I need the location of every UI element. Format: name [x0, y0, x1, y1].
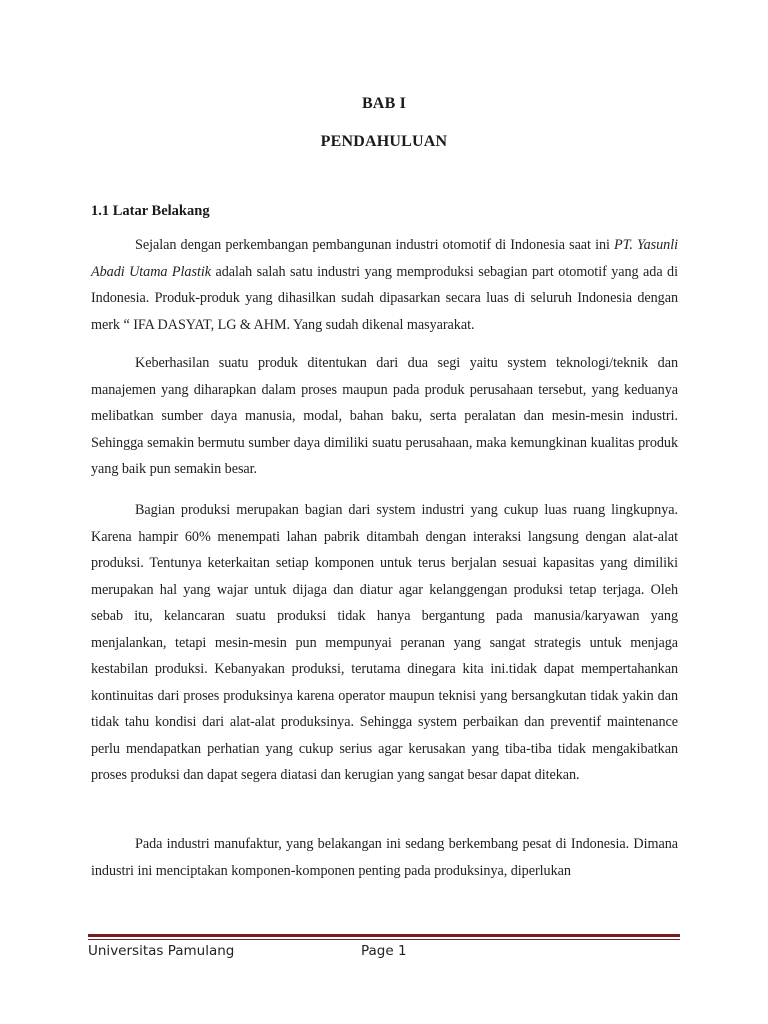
paragraph-1-text-a: Sejalan dengan perkembangan pembangunan industri otomotif di Indonesia saat ini — [135, 237, 615, 253]
footer-divider-thick — [88, 934, 680, 937]
paragraph-3-text: Bagian produksi merupakan bagian dari system industri yang cukup luas ruang lingkupnya. Karena hampir 60% menempati lahan pabrik ditambah dengan interaksi langsung dengan alat-alat produksi. Tentunya keterkaitan setiap komponen untuk terus berjalan sesuai kapasitas yang dimiliki merupakan hal yang wajar untuk dijaga dan diatur agar kelanggengan produksi tetap terjaga. Oleh sebab itu, kelancaran suatu produksi tidak hanya bergantung pada manusia/karyawan yang menjalankan, tetapi mesin-mesin pun mempunyai peranan yang sangat strategis untuk menjaga kestabilan produksi. Kebanyakan produksi, terutama dinegara kita ini.tidak dapat mempertahankan kontinuitas dari proses produksinya karena operator maupun teknisi yang bersangkutan tidak yakin dan tidak tahu kondisi dari alat-alat produksinya. Sehingga system perbaikan dan preventif maintenance perlu mendapatkan perhatian yang cukup serius agar kerusakan yang tiba-tiba tidak mengakibatkan proses produksi dan dapat segera diatasi dan kerugian yang sangat besar dapat ditekan. — [91, 502, 678, 783]
paragraph-4-text: Pada industri manufaktur, yang belakangan ini sedang berkembang pesat di Indonesia. Dimana industri ini menciptakan komponen-komponen penting pada produksinya, diperlukan — [91, 836, 678, 879]
paragraph-1 — [91, 232, 678, 338]
chapter-number: BAB I — [361, 95, 407, 112]
paragraph-3 — [91, 497, 678, 789]
company-name: PT. Yasunli Abadi Utama Plastik — [91, 237, 678, 280]
footer-divider-thin — [88, 939, 680, 940]
paragraph-1-text-b: adalah salah satu industri yang memproduksi sebagian part otomotif yang ada di Indonesia. Produk-produk yang dihasilkan sudah dipasarkan secara luas di seluruh Indonesia dengan merk “ IFA DASYAT, LG & AHM. Yang sudah dikenal masyarakat. — [91, 263, 678, 333]
footer-page-number: Page 1 — [361, 943, 407, 959]
paragraph-4 — [91, 831, 678, 884]
footer-institution: Universitas Pamulang — [88, 943, 235, 959]
section-title: 1.1 Latar Belakang — [91, 203, 210, 219]
paragraph-2-text: Keberhasilan suatu produk ditentukan dari dua segi yaitu system teknologi/teknik dan manajemen yang diharapkan dalam proses maupun pada produk perusahaan tersebut, yang keduanya melibatkan sumber daya manusia, modal, bahan baku, serta peralatan dan mesin-mesin industri. Sehingga semakin bermutu sumber daya dimiliki suatu perusahaan, maka kemungkinan kualitas produk yang baik pun semakin besar. — [91, 355, 678, 477]
paragraph-2 — [91, 350, 678, 483]
chapter-title: PENDAHULUAN — [320, 133, 448, 150]
